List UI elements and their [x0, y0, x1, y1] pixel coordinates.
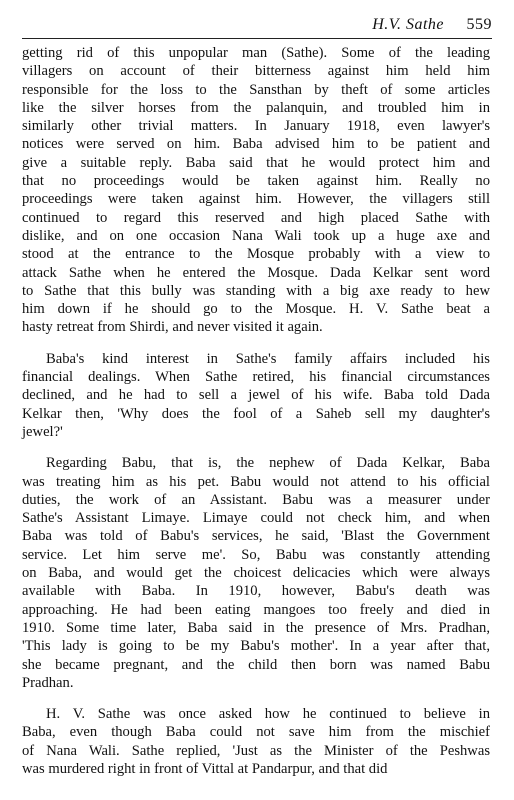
text-line: financial dealings. When Sathe retired, his financial circumstances — [22, 369, 490, 386]
text-line: continued to regard this reserved and high placed Sathe with — [22, 209, 490, 226]
text-line: Baba was told of Babu's services, he said, 'Blast the Government — [22, 528, 490, 545]
text-line: on Baba, and would get the choicest delicacies which were always — [22, 565, 490, 582]
paragraph — [22, 350, 490, 441]
running-title: H.V. Sathe — [372, 16, 444, 33]
text-line: similarly other trivial matters. In January 1918, even lawyer's — [22, 118, 490, 135]
text-line: available with Baba. In 1910, however, Babu's death was — [22, 583, 490, 600]
text-line: dislike, and on one occasion Nana Wali took up a huge axe and — [22, 227, 490, 244]
text-line: she became pregnant, and the child then born was named Babu — [22, 656, 490, 673]
text-line: Sathe's Assistant Limaye. Limaye could not check him, and when — [22, 510, 490, 527]
text-line: give a suitable reply. Baba said that he would protect him and — [22, 154, 490, 171]
text-line: proceedings were taken against him. However, the villagers still — [22, 191, 490, 208]
text-line: Baba's kind interest in Sathe's family affairs included his — [46, 350, 490, 367]
text-line: declined, and he had to sell a jewel of his wife. Baba told Dada — [22, 387, 490, 404]
paragraph — [22, 454, 490, 692]
text-line: hasty retreat from Shirdi, and never visited it again. — [22, 319, 323, 336]
text-line: to Sathe that this bully was standing with a big axe ready to hew — [22, 282, 490, 299]
text-line: notices were served on him. Baba advised him to be patient and — [22, 136, 490, 153]
running-header — [22, 14, 492, 39]
paragraph — [22, 44, 490, 337]
text-line: stood at the entrance to the Mosque probably with a view to — [22, 246, 490, 263]
text-line: getting rid of this unpopular man (Sathe). Some of the leading — [22, 45, 490, 61]
text-line: jewel?' — [22, 423, 63, 440]
text-line: that no proceedings would be taken against him. Really no — [22, 173, 490, 190]
text-line: duties, the work of an Assistant. Babu was a measurer under — [22, 491, 490, 508]
text-line: was murdered right in front of Vittal at Pandarpur, and that did — [22, 760, 388, 777]
text-line: Regarding Babu, that is, the nephew of Dada Kelkar, Baba — [46, 455, 490, 472]
text-line: Kelkar then, 'Why does the fool of a Saheb sell my daughter's — [22, 405, 490, 422]
text-line: 'This lady is going to be my Babu's mother'. In a year after that, — [22, 638, 490, 655]
text-line: responsible for the loss to the Sansthan by theft of some articles — [22, 81, 490, 98]
text-line: approaching. He had been eating mangoes too freely and died in — [22, 601, 490, 618]
text-line: Pradhan. — [22, 674, 74, 691]
text-line: 1910. Some time later, Baba said in the presence of Mrs. Pradhan, — [22, 619, 490, 636]
text-line: was treating him as his pet. Babu would not attend to his official — [22, 473, 490, 490]
text-line: like the silver horses from the palanquin, and troubled him in — [22, 99, 490, 116]
text-line: villagers on account of their bitterness against him held him — [22, 63, 490, 80]
text-line: of Nana Wali. Sathe replied, 'Just as the Minister of the Peshwas — [22, 742, 490, 759]
text-line: H. V. Sathe was once asked how he continued to believe in — [46, 706, 490, 723]
text-line: attack Sathe when he entered the Mosque. Dada Kelkar sent word — [22, 264, 490, 281]
text-line: Baba, even though Baba could not save him from the mischief — [22, 724, 490, 741]
text-line: him down if he should go to the Mosque. H. V. Sathe beat a — [22, 301, 490, 318]
text-line: service. Let him serve me'. So, Babu was constantly attending — [22, 546, 490, 563]
paragraph — [22, 705, 490, 778]
page-number: 559 — [466, 16, 492, 33]
body-text — [22, 44, 490, 791]
